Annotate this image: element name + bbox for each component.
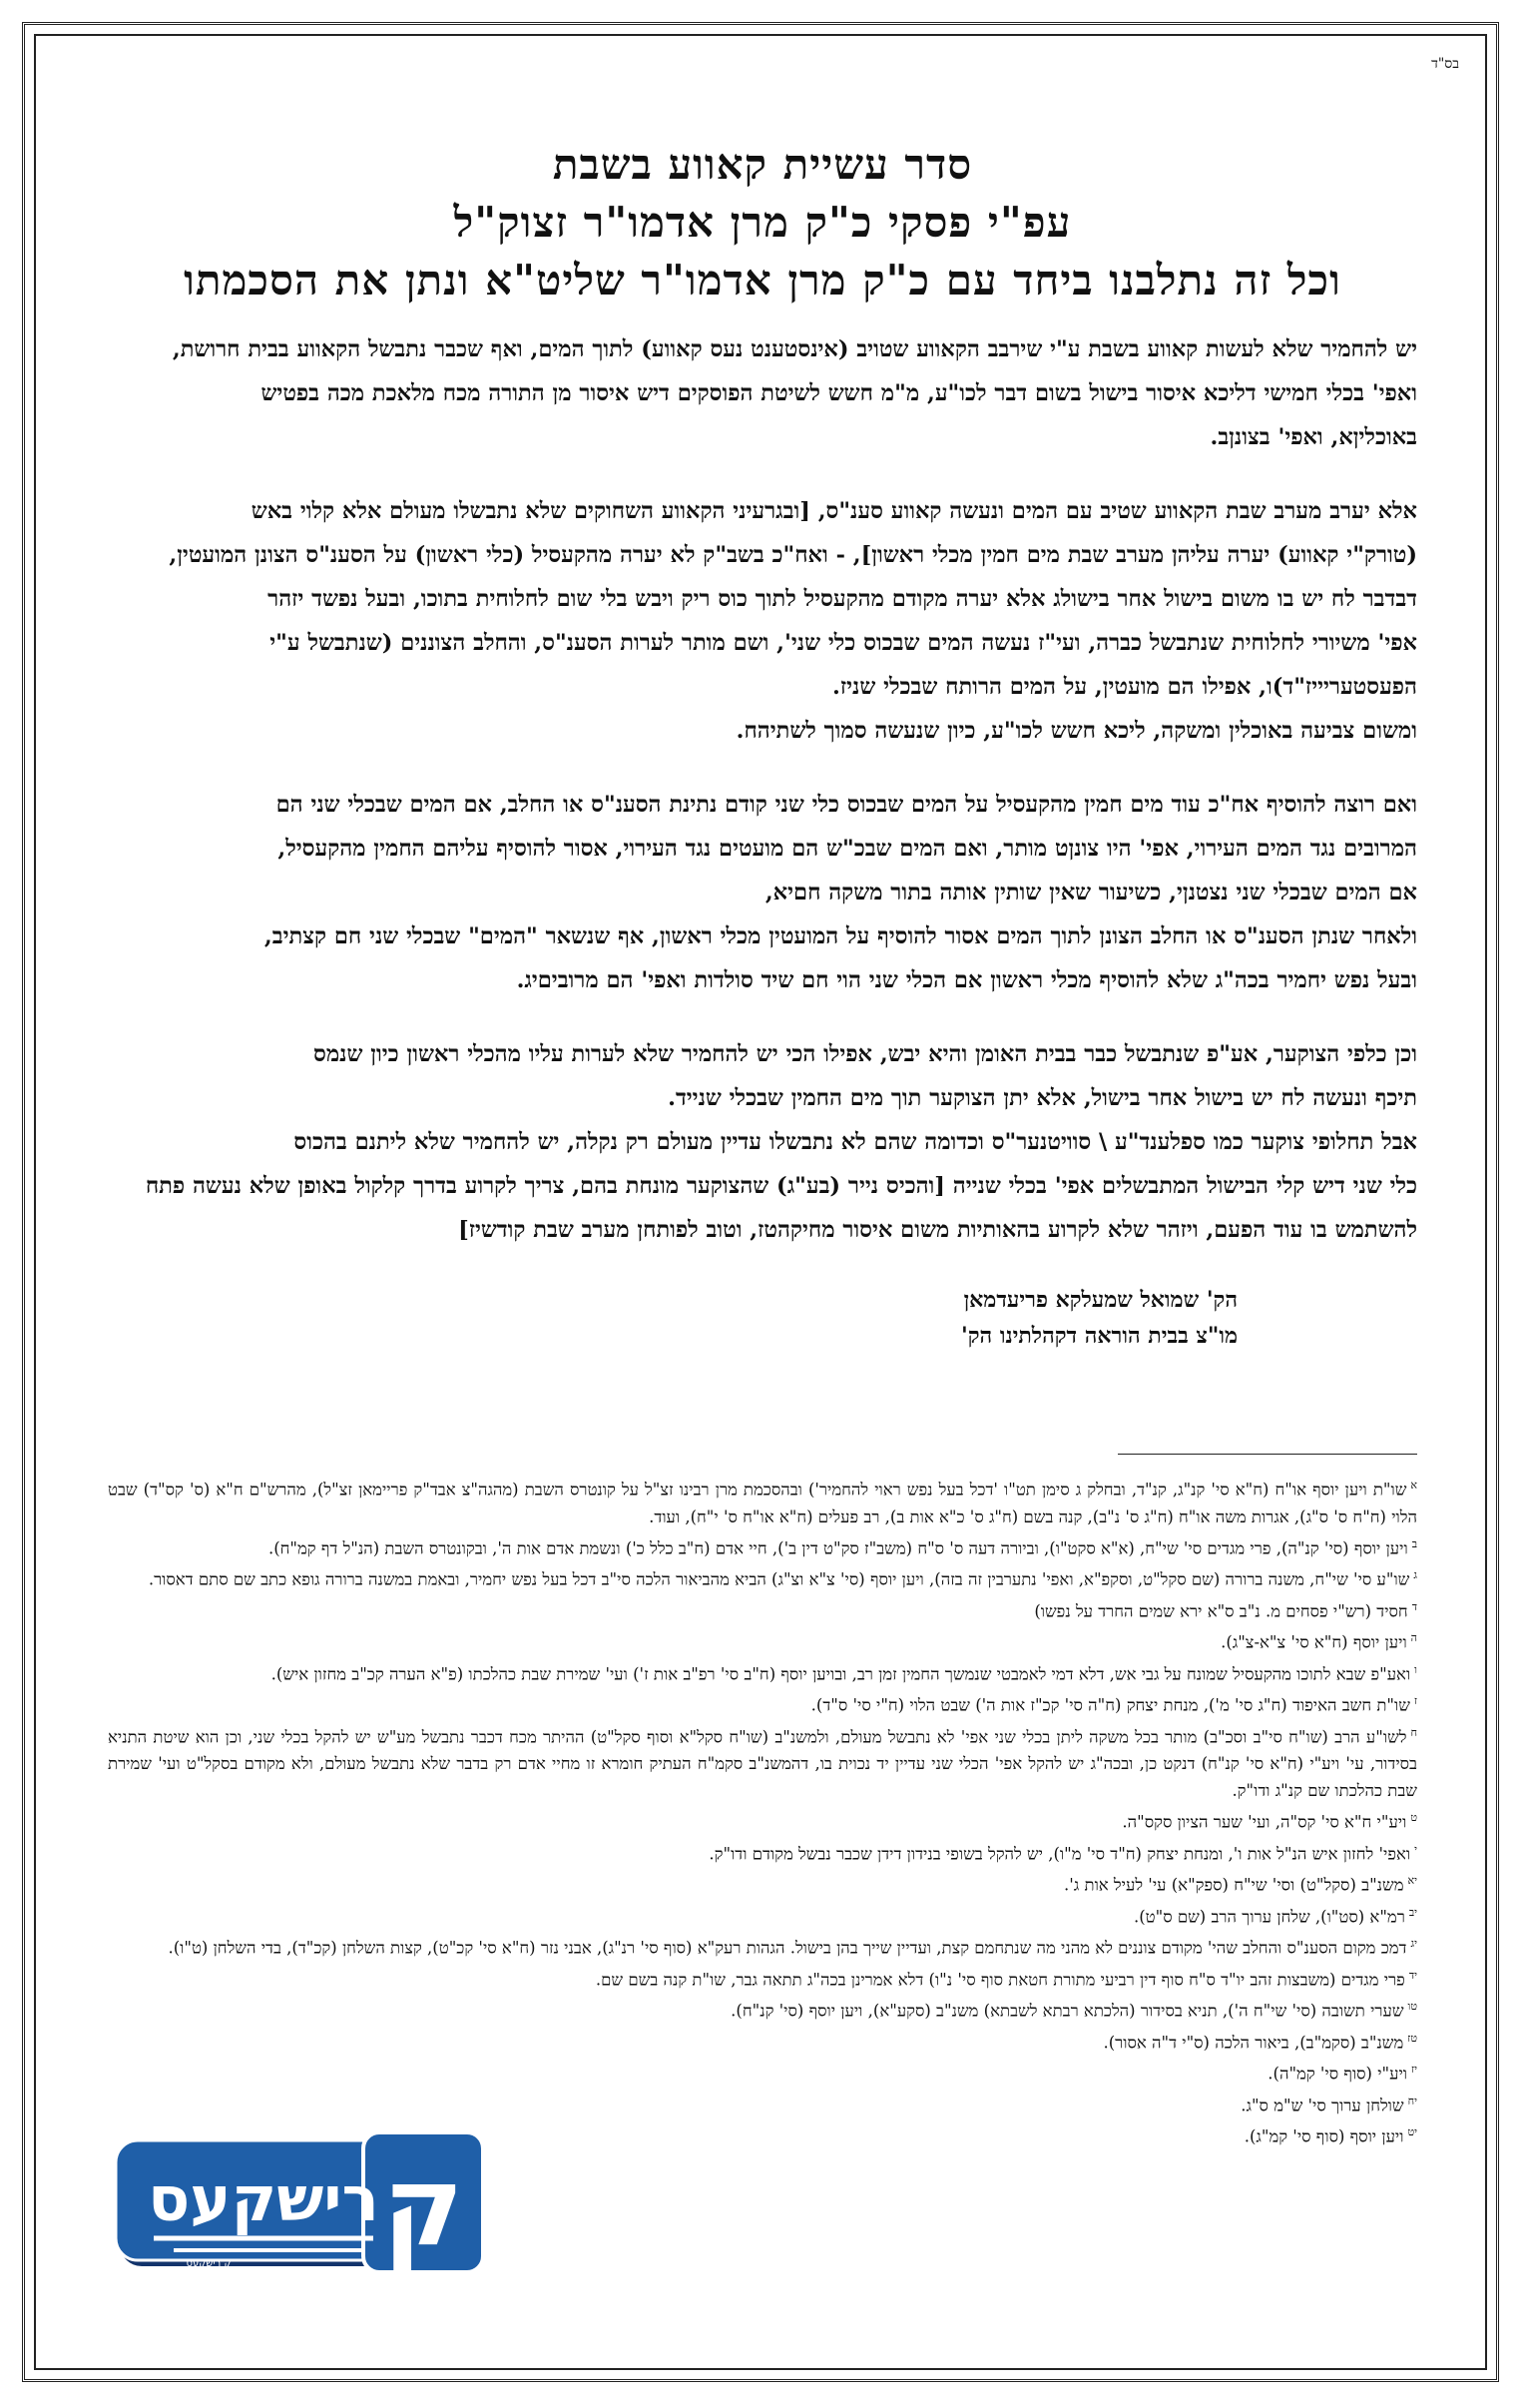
logo-subtext: ק רישקעס [186, 2258, 232, 2269]
footnote [108, 1899, 1417, 1931]
paragraph-line: וכן כלפי הצוקער, אע"פ שנתבשל כבר בבית האומן והיא יבש, אפילו הכי יש להחמיר שלא לערות עליו מהכלי ראשון כיון שנמס [313, 1041, 1417, 1067]
paragraph-line: ומשום צביעה באוכלין ומשקה, ליכא חשש לכו"ע, כיון שנעשה סמוך לשתיהח. [736, 718, 1417, 744]
footnote [108, 2025, 1417, 2057]
footnote-number: ב [1411, 1536, 1417, 1550]
paragraph-line: ואפי' בכלי חמישי דליכא איסור בישול בשום דבר לכו"ע, מ"מ חשש לשיטת הפוסקים דיש איסור מן התורה מכח מלאכת מכה בפטיש [260, 380, 1417, 406]
paragraph-line: ובעל נפש יחמיר בכה"ג שלא להוסיף מכלי ראשון אם הכלי שני הוי חם שיד סולדות ואפי' הם מרוביםיג. [516, 967, 1417, 993]
footnote [108, 1656, 1417, 1688]
footnote [108, 1930, 1417, 1962]
paragraph-line: תיכף ונעשה לח יש בישול אחר בישול, אלא יתן הצוקער תוך מים החמין שבכלי שנייד. [668, 1085, 1417, 1111]
paragraph-line: להשתמש בו עוד הפעם, ויזהר שלא לקרוע בהאותיות משום איסור מחיקהטז, וטוב לפותחן מערב שבת קודשיז] [458, 1217, 1417, 1243]
signature [108, 1282, 1238, 1354]
logo-letter: ק [382, 2142, 464, 2270]
footnote-text: ויע"י ח"א סי' קס"ה, ועי' שער הציון סקס"ה. [1122, 1812, 1407, 1832]
paragraph-line: ולאחר שנתן הסענ"ס או החלב הצונן לתוך המים אסור להוסיף על המועטין מכלי ראשון, אף שנשאר "המים" שבכלי שני חם קצתיב, [263, 923, 1417, 949]
paragraph-3 [108, 783, 1417, 1002]
paragraph-line: הפעסטעריייז"ד)ו, אפילו הם מועטין, על המים הרותח שבכלי שניז. [832, 674, 1417, 700]
signature-title: מו"צ בבית הוראה דקהלתינו הק' [961, 1323, 1238, 1349]
footnote [108, 1867, 1417, 1899]
footnote [108, 1719, 1417, 1805]
footnotes [108, 1472, 1417, 2150]
title-line-2: עפ"י פסקי כ"ק מרן אדמו"ר זצוק"ל [453, 198, 1072, 247]
footnote-text: דמכ מקום הסענ"ס והחלב שהי' מקודם צוננים לא מהני מה שנתחמם קצת, ועדיין שייך בהן בישול. הגהות רעק"א (סוף סי' רנ"ג), אבני נזר (ח"א סי' קכ"ט), קצות השלחן (קכ"ד), בדי השלחן (ט"ו). [168, 1938, 1407, 1958]
footnote-text: שולחן ערוך סי' ש"מ ס"ג. [1241, 2096, 1404, 2114]
footnote-number: יב [1408, 1905, 1417, 1919]
footnote-number: ה [1410, 1631, 1417, 1644]
footnote-number: י [1414, 1842, 1417, 1856]
footnote-text: ויען יוסף (סי' קנ"ה), פרי מגדים סי' שי"ח, (א"א סקט"ו), וביורה דעה ס' ס"ח (משב"ז סק"ט דין ב'), חיי אדם (ח"ב כלל כ') ונשמת אדם אות ה', ובקונטרס השבת (הנ"ל דף קמ"ח). [267, 1538, 1408, 1557]
footnote-number: א [1410, 1479, 1417, 1492]
paragraph-line: יש להחמיר שלא לעשות קאווע בשבת ע"י שירבב הקאווע שטויב (אינסטענט נעס קאווע) לתוך המים, ואף שכבר נתבשל הקאווע בבית חרושת, [172, 336, 1417, 362]
paragraph-line: כלי שני דיש קלי הבישול המתבשלים אפי' בכלי שנייה [והכיס נייר (בע"ג) שהצוקער מונחת בהם, צריך לקרוע בדרך קלקול באופן שלא נעשה פתח [145, 1173, 1417, 1199]
footnote-number: יד [1408, 1968, 1417, 1982]
footnote-text: חסיד (רש"י פסחים מ. נ"ב ס"א ירא שמים החרד על נפשו) [1034, 1601, 1408, 1620]
footnote-number: יח [1407, 2094, 1417, 2107]
footnote-text: לשו"ע הרב (שו"ח סי"ב וסכ"ב) מותר בכל משקה ליתן בכלי שני אפי' לא נתבשל מעולם, ולמשנ"ב (שו"ח סקל"א וסוף סקל"ט) ההיתר מכח דכבר נתבשל מע"ש יש להקל בכלי שני, וכן הוא שיטת התניא בסידור, עי' ויע"י (ח"א סי' קנ"ח) דנקט כן, ובכה"ג יש להקל אפי' הכלי שני עדיין יד נכוית בו, דהמשנ"ב סקמ"ח העתיק חומרא זו מחיי אדם רק בדבר שלא נתבשל מעולם, ולא מקודם בסקל"ט ועי' שמירת שבת כהלכתו שם קנ"ג ודו"ק. [108, 1727, 1417, 1800]
logo-text: רישקעס [148, 2162, 379, 2235]
footnote-divider [1118, 1454, 1417, 1455]
footnote-text: משנ"ב (סקל"ט) וסי' שי"ח (ספק"א) עי' לעיל אות ג'. [1064, 1875, 1404, 1895]
footnote-text: פרי מגדים (משבצות זהב יו"ד ס"ח סוף דין רביעי מתורת חטאת סוף סי' נ"ו) דלא אמרינן בכה"ג תתאה גבר, שו"ת קנה בשם שם. [595, 1970, 1405, 1989]
footnote-text: ויען יוסף (ח"א סי' צ"א-צ"ג). [1221, 1632, 1407, 1652]
footnote-number: יז [1411, 2063, 1417, 2076]
footnote [108, 1593, 1417, 1625]
footnote-text: שו"ת חשב האיפוד (ח"ג סי' מ'), מנחת יצחק (ח"ה סי' קכ"ז אות ה') שבט הלוי (ח"י סי' ס"ד). [810, 1695, 1410, 1715]
footnote-number: יג [1410, 1937, 1417, 1950]
footnote-number: יא [1407, 1874, 1417, 1887]
footnote-text: ויע"י (סוף סי' קמ"ה). [1268, 2064, 1408, 2084]
paragraph-1 [108, 327, 1417, 459]
footnote-text: ואפי' לחזון איש הנ"ל אות ו', ומנחת יצחק (ח"ד סי' מ"ו), יש להקל בשופי בנידון דידן שכבר נבשל מקודם ודו"ק. [709, 1844, 1411, 1863]
footnote-number: ו [1414, 1662, 1417, 1676]
footnote [108, 1962, 1417, 1994]
footnote-number: ח [1410, 1725, 1417, 1739]
footnote [108, 1836, 1417, 1868]
footnote-number: טו [1407, 2000, 1417, 2013]
footnote [108, 1561, 1417, 1593]
body-text [108, 327, 1417, 1354]
footnote-text: משנ"ב (סקמ"ב), ביאור הלכה (ס"י ד"ה אסור). [1103, 2033, 1404, 2052]
footnote [108, 1993, 1417, 2025]
footnote-number: ג [1413, 1568, 1417, 1581]
footnote-text: שערי תשובה (סי' שי"ח ה'), תניא בסידור (הלכתא רבתא לשבתא) משנ"ב (סקע"א), ויען יוסף (סי' קנ"ח). [731, 2001, 1404, 2021]
footnote-number: ט [1410, 1811, 1417, 1824]
footnote [108, 1530, 1417, 1562]
paragraph-2 [108, 489, 1417, 753]
footnote-text: שו"ת ויען יוסף או"ח (ח"א סי' קנ"ג, קנ"ד, ובחלק ג סימן תט"ו 'דכל בעל נפש ראוי להחמיר') ובהסכמת מרן רבינו זצ"ל על קונטרס השבת (מהגה"צ אבד"ק פריימאן זצ"ל), מהרש"ם ח"א (ס' קס"ד) שבט הלוי (ח"ח ס' ס"ג), אגרות משה או"ח (ח"ג ס' נ"ב), קנה בשם (ח"ג ס' כ"א אות ב), רב פעלים (ח"א או"ח ס' י"ח), ועוד. [108, 1480, 1417, 1526]
signature-name: הק' שמואל שמעלקא פריעדמאן [963, 1287, 1238, 1313]
footnote [108, 1804, 1417, 1836]
paragraph-line: אלא יערב מערב שבת הקאווע שטיב עם המים ונעשה קאווע סענ"ס, [ובגרעיני הקאווע השחוקים שלא נתבשלו מעולם אלא קלוי באש [251, 498, 1417, 524]
bsd-header: בס"ד [1431, 56, 1459, 72]
footnote-number: טז [1407, 2031, 1417, 2045]
footnote [108, 1472, 1417, 1530]
title-block [56, 136, 1469, 309]
rishkes-logo [114, 2132, 493, 2282]
document-page [56, 56, 1469, 2352]
footnote-text: ויען יוסף (סוף סי' קמ"ג). [1244, 2126, 1404, 2146]
footnote [108, 1624, 1417, 1656]
paragraph-line: דבדבר לח יש בו משום בישול אחר בישולג אלא יערה מקודם מהקעסיל לתוך כוס ריק ויבש בלי שום לחלוחית בתוכו, ובעל נפשד יזהר [267, 586, 1417, 612]
paragraph-line: אבל תחלופי צוקער כמו ספלענד"ע \ סוויטנער"ס וכדומה שהם לא נתבשלו עדיין מעולם רק נקלה, יש להחמיר שלא ליתנם בהכוס [293, 1129, 1417, 1155]
footnote-number: ז [1413, 1694, 1417, 1707]
paragraph-line: המרובים נגד המים העירוי, אפי' היו צונןט מותר, ואם המים שבכ"ש הם מועטים נגד העירוי, אסור להוסיף עליהם החמין מהקעסיל, [277, 836, 1417, 862]
rishkes-logo-graphic [114, 2132, 493, 2282]
footnote-text: שו"ע סי' שי"ח, משנה ברורה (שם סקל"ט, וסקפ"א, ואפי' נתערבין זה בזה), ויען יוסף (סי' צ"א וצ"ג) הביא מהביאור הלכה סי"ב דכל בעל נפש יחמיר, ובאמת במשנה ברורה גופא כתב שם סתם דאסור. [148, 1569, 1410, 1589]
paragraph-line: אם המים שבכלי שני נצטנןי, כשיעור שאין שותין אותה בתור משקה חםיא, [764, 880, 1417, 905]
footnote [108, 2056, 1417, 2088]
footnote-number: יט [1407, 2125, 1417, 2138]
title-line-3: וכל זה נתלבנו ביחד עם כ"ק מרן אדמו"ר שליט"א ונתן את הסכמתו [184, 256, 1341, 304]
footnote-text: רמ"א (סט"ו), שלחן ערוך הרב (שם ס"ט). [1133, 1907, 1405, 1926]
footnote [108, 1687, 1417, 1719]
paragraph-line: ואם רוצה להוסיף אח"כ עוד מים חמין מהקעסיל על המים שבכוס כלי שני קודם נתינת הסענ"ס או החלב, אם המים שבכלי שני הם [275, 792, 1417, 818]
paragraph-4 [108, 1032, 1417, 1252]
paragraph-line: (טורק"י קאווע) יערה עליהן מערב שבת מים חמין מכלי ראשון], - ואח"כ בשב"ק לא יערה מהקעסיל (כלי ראשון) על הסענ"ס הצונן המועטין, [169, 542, 1417, 568]
footnote [108, 2088, 1417, 2119]
footnote-text: ואע"פ שבא לתוכו מהקעסיל שמונח על גבי אש, דלא דמי לאמבטי שנמשך החמין זמן רב, ובויען יוסף (ח"ב סי' רפ"ב אות ז') ועי' שמירת שבת כהלכתו (פ"א הערה קכ"ב מחזון איש). [270, 1664, 1411, 1683]
footnote-number: ד [1411, 1599, 1417, 1613]
paragraph-line: באוכליןא, ואפי' בצונןב. [1210, 424, 1417, 450]
title-line-1: סדר עשיית קאווע בשבת [552, 140, 973, 189]
paragraph-line: אפי' משיורי לחלוחית שנתבשל כברה, ועי"ז נעשה המים שבכוס כלי שני', ושם מותר לערות הסענ"ס, והחלב הצוננים (שנתבשל ע"י [269, 630, 1417, 656]
